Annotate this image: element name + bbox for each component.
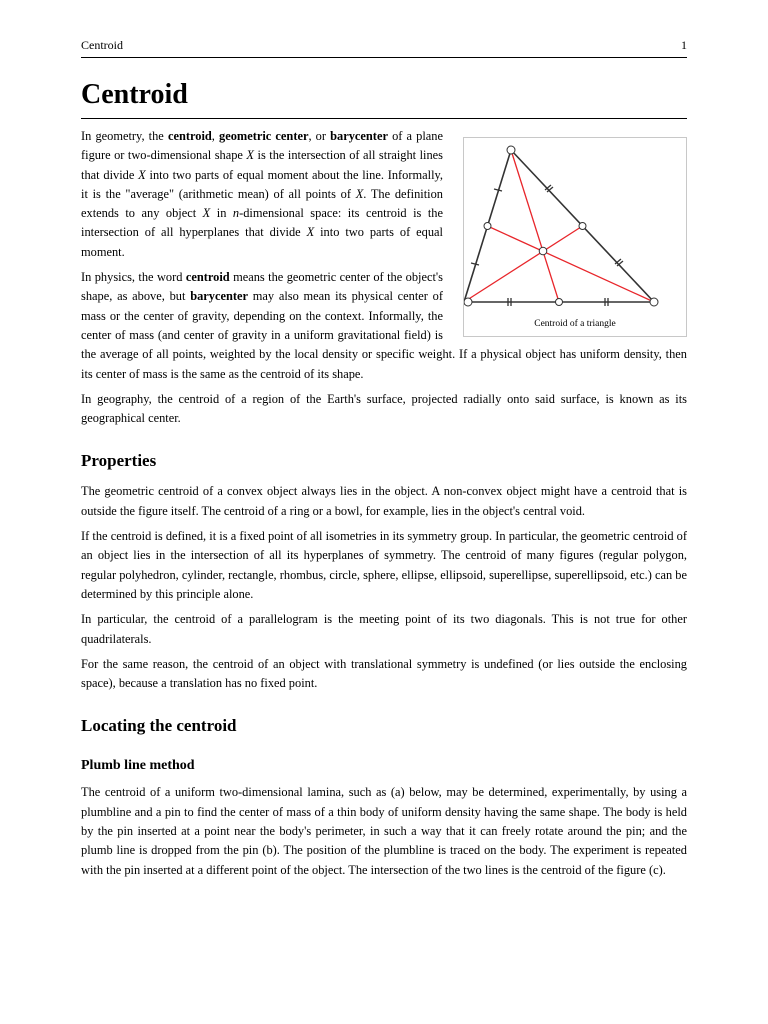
midpoint-left-edge (484, 223, 491, 230)
running-header-title: Centroid (81, 38, 123, 52)
centroid-triangle-diagram (464, 138, 686, 318)
vertex-left (464, 298, 472, 306)
text: -dimensional space: its centroid is the intersection of all hyperplanes that divide (81, 206, 443, 240)
math-var: X (246, 148, 254, 163)
section-heading-locating: Locating the centroid (81, 716, 237, 736)
midpoint-right-edge (579, 223, 586, 230)
page-title: Centroid (81, 77, 687, 119)
median-from-apex (511, 150, 559, 302)
subsection-heading-plumb-line: Plumb line method (81, 758, 195, 774)
term-geometric-center: geometric center (219, 129, 309, 143)
plumb-line-paragraph: The centroid of a uniform two-dimensional lamina, such as (a) below, may be determined, experimentally, by using a plumbline and a pin to find the center of mass of a thin body of uniform density having the same shape. The body is held by the pin inserted at a point near the body's perimeter, in such a way that it can freely rotate around the pin; and the plumb line is dropped from the pin (b). The position of the plumbline is traced on the body. The experiment is repeated with the pin inserted at a different point of the object. The intersection of the two lines is the centroid of the figure (c). (81, 785, 687, 877)
header-rule (81, 57, 687, 58)
midpoint-bottom-edge (556, 299, 563, 306)
page-number: 1 (681, 38, 687, 52)
text: is the intersection of all straight lines that divide (81, 148, 443, 182)
term-centroid: centroid (167, 129, 212, 143)
running-header (81, 38, 687, 54)
properties-paragraph-4: For the same reason, the centroid of an object with translational symmetry is undefined (or lies outside the enclosing space), because a translation has no fixed point. (81, 656, 687, 691)
intro-section (81, 127, 687, 428)
properties-paragraph-3: In particular, the centroid of a parallelogram is the meeting point of its two diagonals. This is not true for other quadrilaterals. (81, 612, 687, 646)
math-var: n (232, 206, 240, 221)
term-centroid: centroid (185, 270, 230, 285)
text: , (211, 129, 220, 143)
intro-paragraph-3: In geography, the centroid of a region of the Earth's surface, projected radially onto said surface, is known as its geographical center. (81, 391, 687, 426)
text: In physics, the word (81, 270, 186, 285)
centroid-point (539, 247, 547, 255)
math-var: X (138, 167, 146, 182)
properties-paragraph-1: The geometric centroid of a convex object always lies in the object. A non-convex object might have a centroid that is outside the figure itself. The centroid of a ring or a bowl, for example, lies in the object's central void. (81, 484, 687, 518)
text: into two parts of equal moment. (81, 225, 443, 259)
figure-caption: Centroid of a triangle (534, 319, 616, 329)
text: may also mean its physical center of mass or the center of gravity, depending on the context. Informally, the center of mass (and center of gravity in a uniform gravitational field) is the average of all points, weighted by the local density or specific weight. If a physical object has uniform density, then its center of mass is the same as the centroid of its shape. (81, 289, 687, 381)
text: In geometry, the (81, 129, 168, 143)
article-body (81, 77, 687, 886)
term-barycenter: barycenter (190, 289, 248, 304)
text: into two parts of equal moment about the line. Informally, it is the "average" (arithmetic mean) of all points of (81, 167, 443, 201)
term-barycenter: barycenter (330, 129, 388, 143)
section-heading-properties: Properties (81, 451, 157, 471)
median-from-left (464, 226, 583, 302)
math-var: X (355, 186, 364, 201)
text: means the geometric center of the object's shape, as above, but (81, 270, 443, 304)
triangle-figure (463, 137, 687, 337)
text: . The definition extends to any object (81, 186, 444, 221)
vertex-apex (507, 146, 515, 154)
properties-paragraph-2: If the centroid is defined, it is a fixed point of all isometries in its symmetry group. In particular, the geometric centroid of an object lies in the intersection of all its hyperplanes of symmetry. The centroid of many figures (regular polygon, regular polyhedron, cylinder, rectangle, rhombus, circle, sphere, ellipse, ellipsoid, superellipse, superellipsoid, etc.) can be determined by this principle alone. (81, 529, 687, 601)
text: of a plane figure or two-dimensional shape (81, 129, 443, 163)
text: in (210, 206, 233, 221)
math-var: X (306, 225, 315, 240)
math-var: X (202, 206, 211, 221)
vertex-right (650, 298, 658, 306)
median-from-right (488, 226, 655, 302)
text: , or (308, 129, 331, 143)
